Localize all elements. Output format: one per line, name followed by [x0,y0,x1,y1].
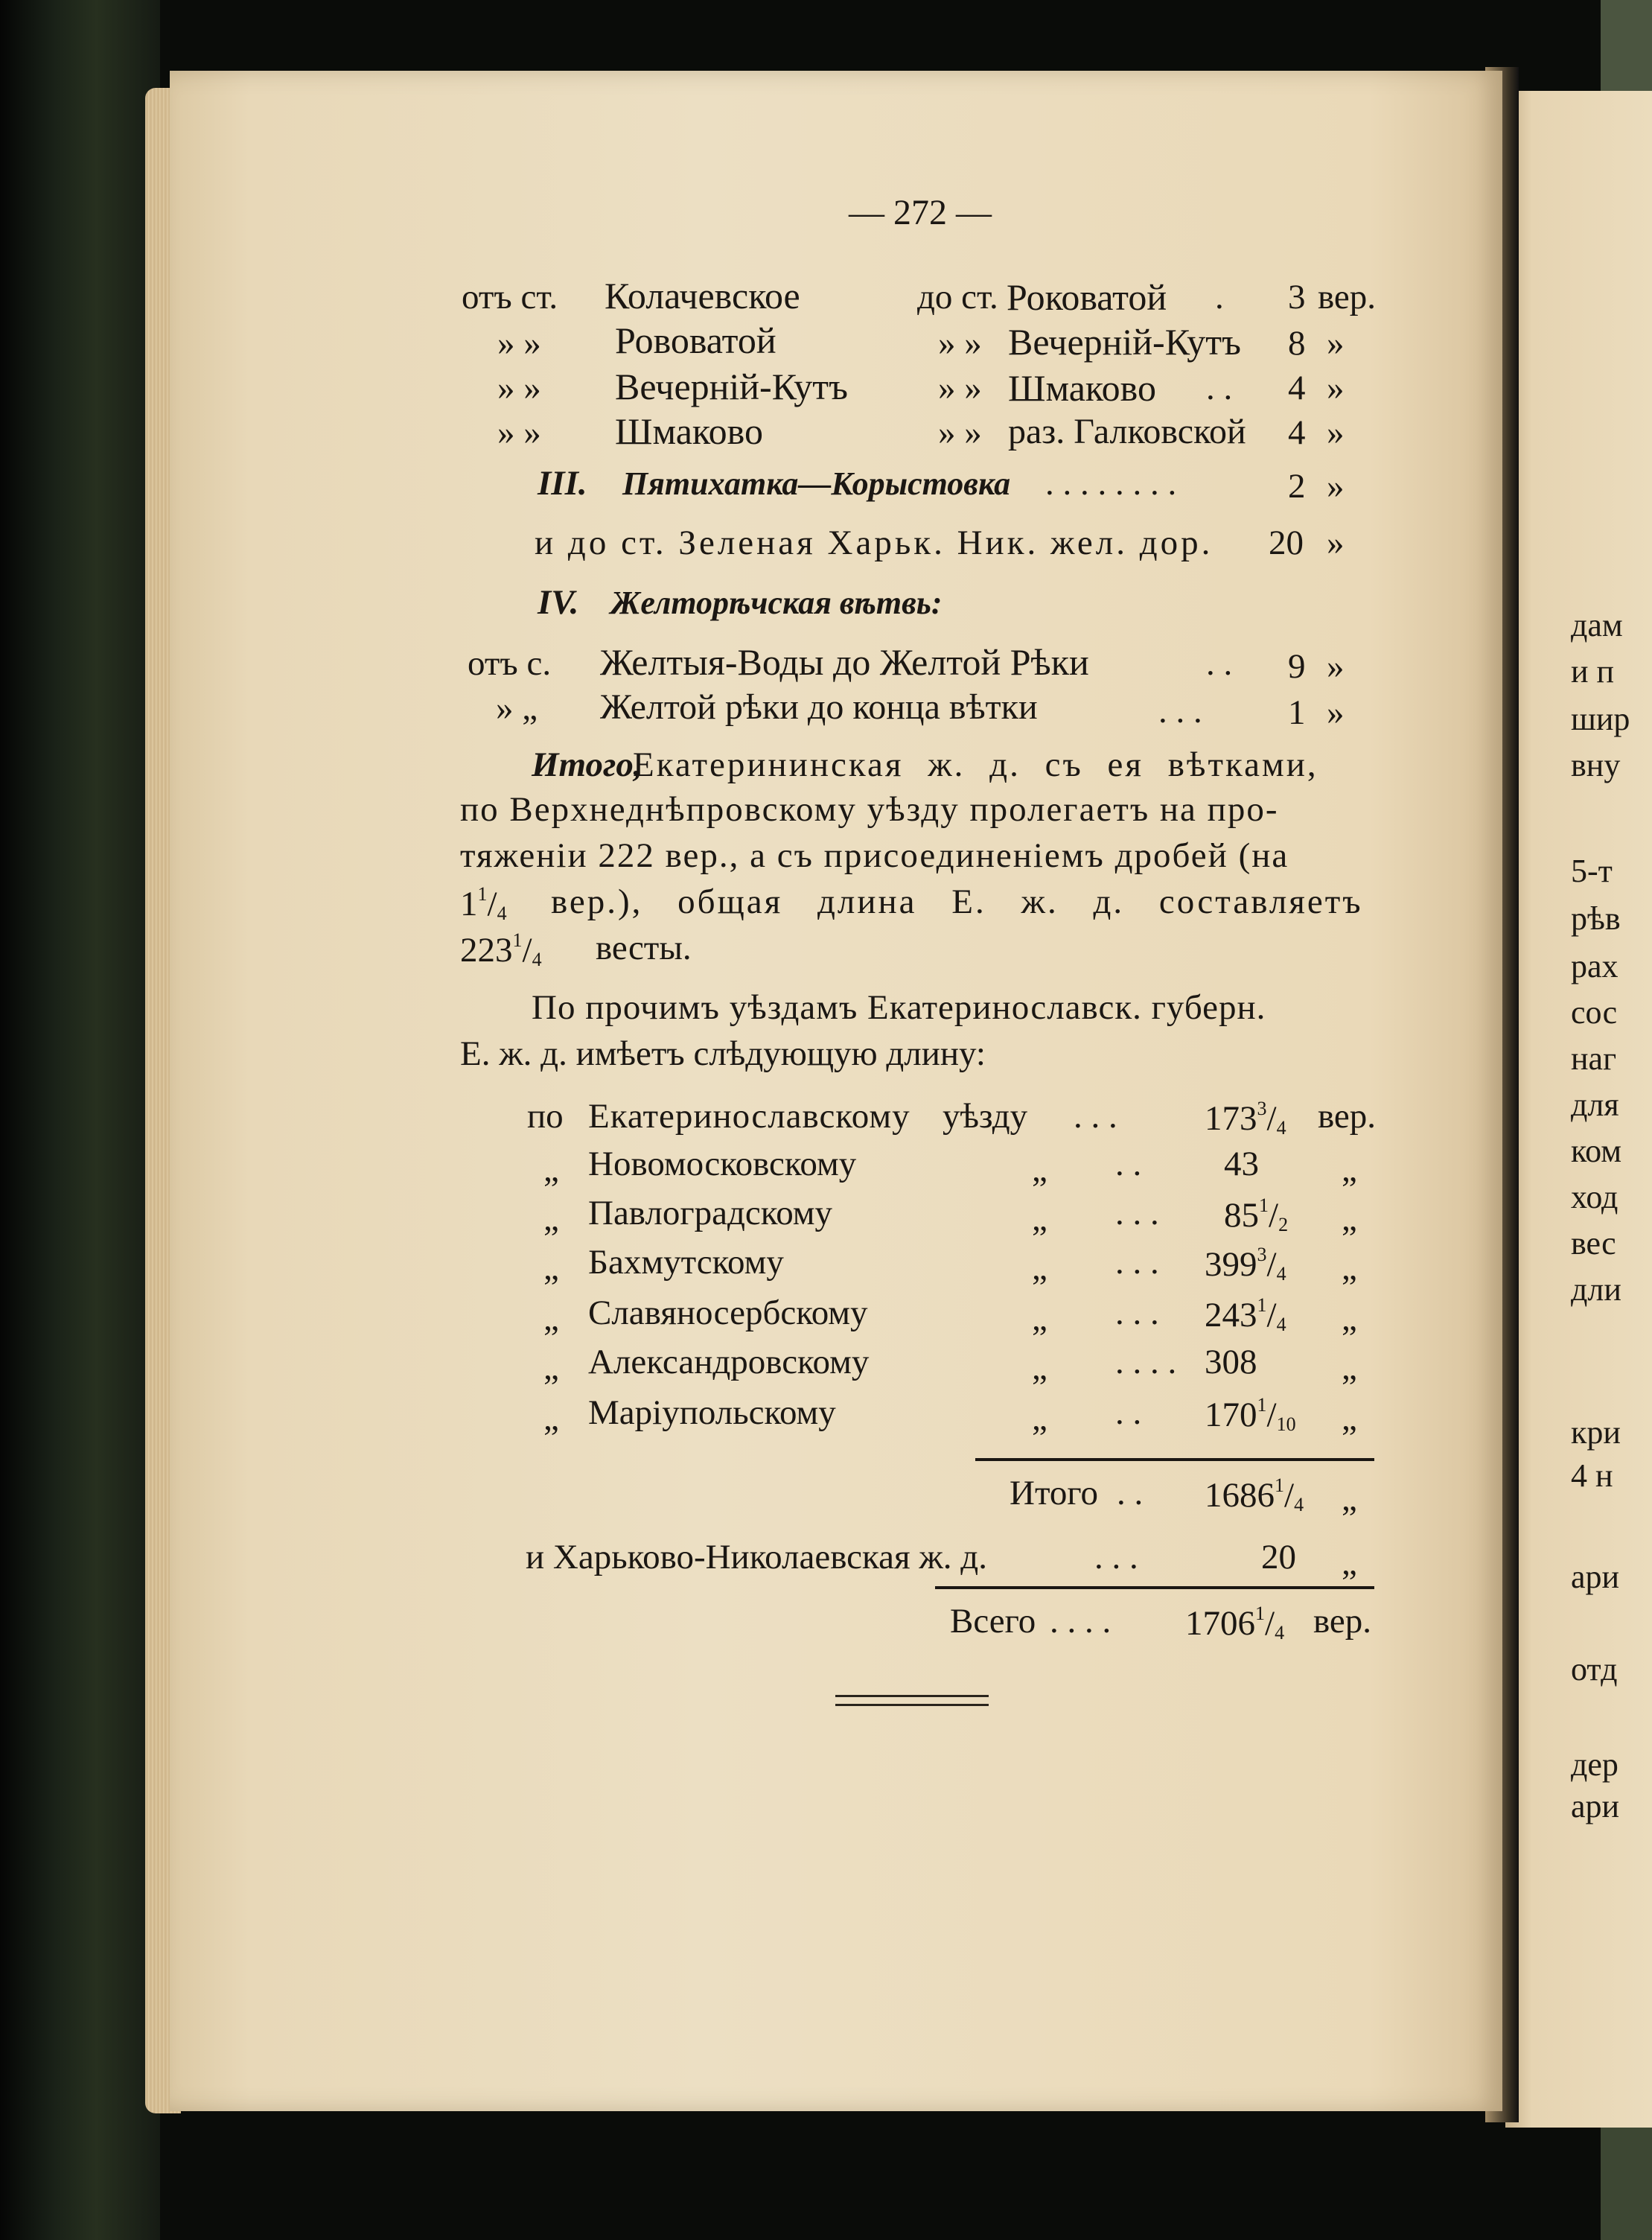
paragraph-1-line-4-text: вер.), общая длина Е. ж. д. составляетъ [551,882,1363,921]
paragraph-1-lead: Итого, [532,745,642,784]
subtotal-unit: „ [1342,1480,1357,1518]
zelenaya-dist: 20 [1269,524,1304,562]
section-3-label: III. [538,464,587,503]
kharkov-dots: . . . [1094,1538,1138,1576]
district-name: Павлоградскому [588,1194,833,1232]
section-4-label: IV. [538,583,579,622]
district-col: „ [1032,1399,1047,1438]
route-from-prefix: » » [497,324,541,363]
branch-unit: » [1327,647,1345,686]
subtotal-rule [975,1458,1374,1461]
right-page-fragment: вну [1571,747,1621,783]
branch-dots: . . . [1158,692,1202,731]
right-page-fragment: дам [1571,607,1623,643]
route-dist: 8 [1288,324,1306,363]
route-dist: 4 [1288,413,1306,452]
right-page-fragment: наг [1571,1040,1617,1077]
district-dots: . . [1115,1393,1142,1432]
district-col: „ [1032,1200,1047,1238]
route-from-prefix: » » [497,369,541,407]
district-value: $170^1/_{10}$ [1205,1394,1296,1435]
right-page-fragment: 4 н [1571,1457,1613,1494]
right-page-fragment: ком [1571,1133,1622,1169]
route-from-prefix: » » [497,413,541,452]
district-value: 308 [1205,1343,1257,1381]
district-prefix: „ [543,1349,559,1387]
district-unit: „ [1342,1299,1357,1338]
right-page-fragment: ари [1571,1788,1620,1824]
book-cover-right-top [1601,0,1652,97]
branch-text: Желтыя-Воды до Желтой Рѣки [600,641,1089,683]
district-dots: . . [1115,1145,1142,1183]
subtotal-label: Итого [1010,1474,1098,1512]
section-3-title: Пятихатка—Корыстовка [622,465,1011,502]
section-3-unit: » [1327,467,1345,506]
page-number: — 272 — [849,193,992,232]
branch-text: Желтой рѣки до конца вѣтки [600,687,1038,727]
route-unit: » [1327,413,1345,452]
paragraph-1-line: Екатерининская ж. д. съ ея вѣтками, [633,745,1318,784]
route-dots: . . [1206,369,1233,407]
route-to-prefix: до ст. [917,278,998,316]
route-to-prefix: » » [938,324,982,363]
total-unit: вер. [1313,1602,1372,1641]
section-3-dots: . . . . . . . . [1045,464,1177,503]
right-page-fragment: шир [1571,701,1630,737]
branch-dist: 9 [1288,647,1306,686]
right-page-fragment: вес [1571,1225,1616,1261]
district-prefix: „ [543,1399,559,1438]
right-page-fragment: ари [1571,1559,1620,1595]
district-name: Новомосковскому [588,1145,857,1183]
paragraph-1-line: тяженіи 222 вер., а съ присоединеніемъ дробей (на [460,836,1289,875]
district-name: Екатеринославскому [588,1097,910,1136]
total-label: Всего [950,1602,1036,1641]
district-col: „ [1032,1349,1047,1387]
subtotal-dots: . . [1117,1474,1144,1512]
route-to-prefix: » » [938,369,982,407]
route-from: Рововатой [615,319,776,361]
district-value: $85^1/_2$ [1224,1194,1289,1235]
right-page-fragment: сос [1571,994,1618,1031]
district-col: „ [1032,1299,1047,1338]
route-dist: 4 [1288,369,1306,407]
branch-prefix: отъ с. [468,644,552,683]
route-dots: . [1215,278,1224,316]
paragraph-1-line-4: $1^1/_4$ [460,883,507,924]
district-name: Бахмутскому [588,1243,784,1282]
district-dots: . . . [1115,1294,1159,1332]
total-rule [935,1586,1374,1589]
paragraph-1-line-5: $223^1/_4$ [460,929,542,970]
subtotal-value: $1686^1/_4$ [1205,1474,1304,1515]
total-value: $1706^1/_4$ [1185,1603,1285,1644]
right-page-fragment: ход [1571,1179,1618,1215]
paragraph-1-line: по Верхнеднѣпровскому уѣзду пролегаетъ на про- [460,790,1279,829]
district-col: „ [1032,1249,1047,1288]
district-unit: „ [1342,1399,1357,1438]
district-prefix: „ [543,1151,559,1189]
paragraph-2-line: Е. ж. д. имѣетъ слѣдующую длину: [460,1034,986,1073]
district-col: „ [1032,1151,1047,1189]
district-prefix: „ [543,1299,559,1338]
district-unit: „ [1342,1249,1357,1288]
district-prefix: по [527,1097,564,1136]
right-page-fragment: рѣв [1571,900,1621,937]
branch-dots: . . [1206,644,1233,683]
district-name: Славяносербскому [588,1294,868,1332]
kharkov-line: и Харьково-Николаевская ж. д. [526,1538,987,1576]
book-cover-right-bottom [1601,2119,1652,2240]
district-value: $173^3/_4$ [1205,1098,1286,1139]
route-to: Вечерній-Кутъ [1008,321,1241,363]
paragraph-1-line-5-text: весты. [596,929,692,967]
kharkov-unit: „ [1342,1544,1357,1582]
route-from: Вечерній-Кутъ [615,366,848,407]
route-to: раз. Галковской [1008,412,1246,451]
route-from-prefix: отъ ст. [462,278,558,316]
right-page-fragment: дер [1571,1746,1618,1783]
book-cover-left [0,0,160,2240]
branch-prefix: » „ [496,689,538,728]
district-unit: „ [1342,1200,1357,1238]
branch-unit: » [1327,693,1345,732]
right-page-fragment: рах [1571,948,1618,984]
district-name: Александровскому [588,1343,870,1381]
route-to-prefix: » » [938,413,982,452]
route-unit: вер. [1318,278,1377,316]
right-page-fragment: 5-т [1571,853,1613,889]
district-prefix: „ [543,1249,559,1288]
route-to: Роковатой [1007,276,1167,318]
zelenaya-line: и до ст. Зеленая Харьк. Ник. жел. дор. [535,524,1214,562]
paragraph-2-line: По прочимъ уѣздамъ Екатеринославск. губерн. [532,988,1266,1027]
section-3-dist: 2 [1288,467,1306,506]
district-prefix: „ [543,1200,559,1238]
route-unit: » [1327,369,1345,407]
route-dist: 3 [1288,278,1306,316]
route-from: Колачевское [605,275,800,316]
district-value: $399^3/_4$ [1205,1244,1286,1285]
district-unit: „ [1342,1151,1357,1189]
right-page-fragment: кри [1571,1414,1621,1451]
route-to: Шмаково [1008,367,1156,409]
section-4-title: Желторѣчская вѣтвь: [610,585,943,621]
district-dots: . . . [1074,1097,1117,1136]
route-unit: » [1327,324,1345,363]
zelenaya-unit: » [1327,524,1345,562]
district-unit: вер. [1318,1097,1377,1136]
district-dots: . . . [1115,1243,1159,1282]
right-page-fragment: отд [1571,1651,1618,1687]
right-page-fragment: и п [1571,653,1615,690]
district-dots: . . . [1115,1194,1159,1232]
district-dots: . . . . [1115,1343,1177,1381]
branch-dist: 1 [1288,693,1306,732]
total-dots: . . . . [1050,1602,1112,1641]
district-name: Маріупольскому [588,1393,836,1432]
right-page-fragment: дли [1571,1271,1621,1308]
right-page-fragment: для [1571,1086,1619,1123]
district-value: 43 [1224,1145,1259,1183]
kharkov-dist: 20 [1261,1538,1296,1576]
district-unit: „ [1342,1349,1357,1387]
route-from: Шмаково [615,410,763,452]
district-col: уѣзду [943,1097,1028,1136]
district-value: $243^1/_4$ [1205,1294,1286,1335]
